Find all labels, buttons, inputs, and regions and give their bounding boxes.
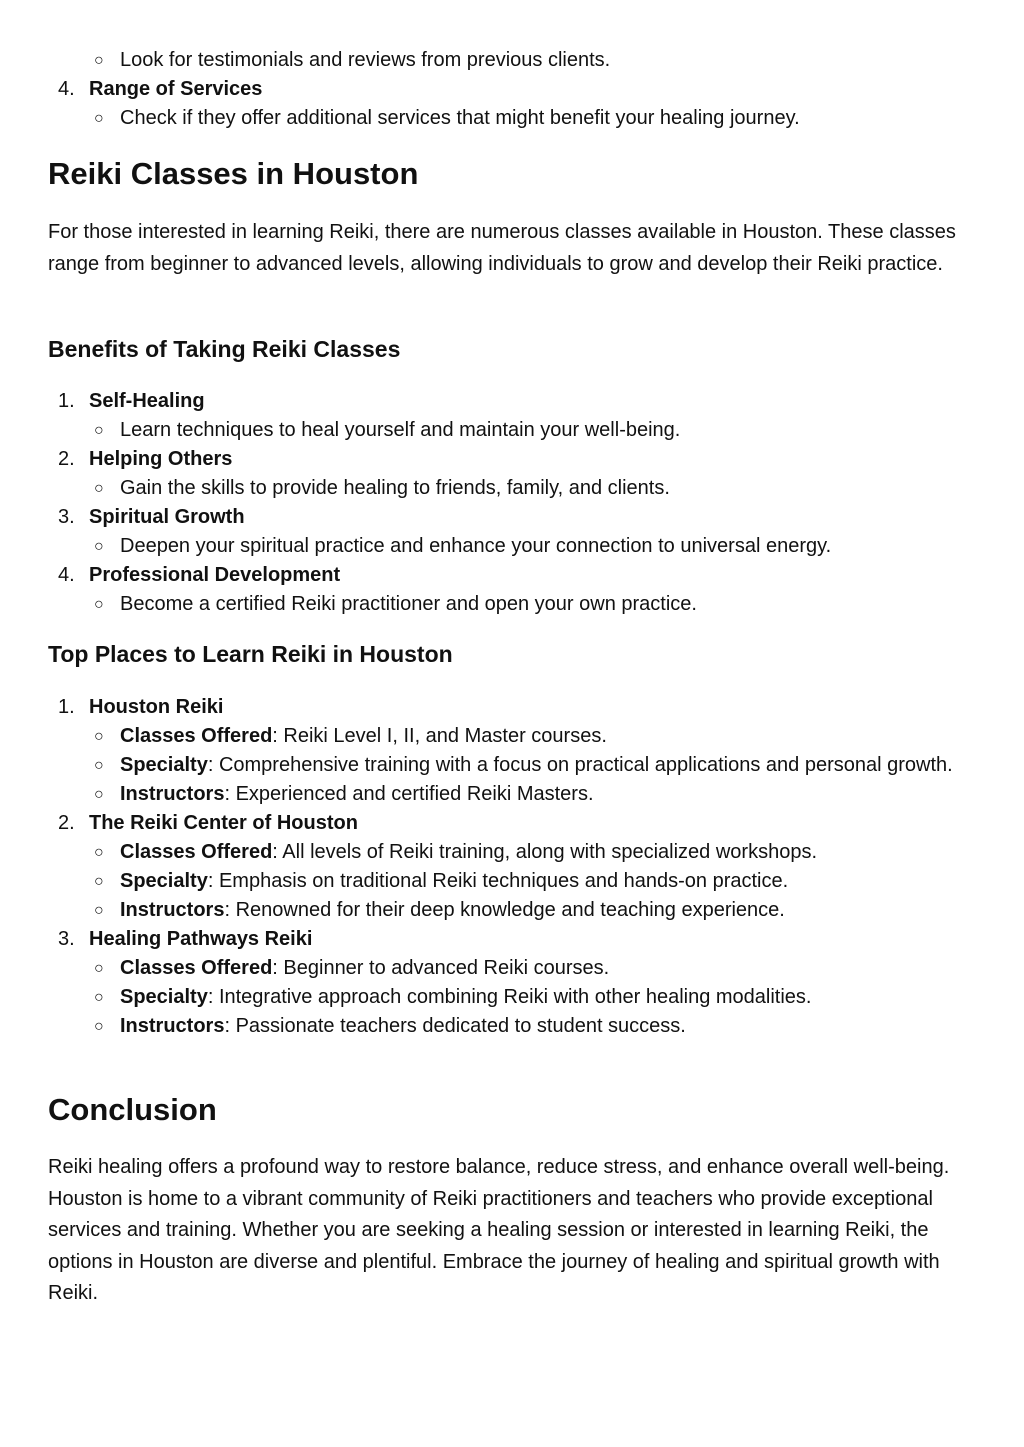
places-list xyxy=(48,693,976,1041)
detail-label: Instructors xyxy=(120,783,225,805)
detail-label: Specialty xyxy=(120,870,208,892)
detail-text: : Experienced and certified Reiki Masters. xyxy=(224,783,594,805)
list-item-title: Self-Healing xyxy=(89,390,205,412)
hollow-circle-bullet-icon: ○ xyxy=(94,538,104,555)
place-detail xyxy=(48,867,976,896)
list-item-number: 3. xyxy=(58,506,75,528)
subsection-heading-benefits: Benefits of Taking Reiki Classes xyxy=(48,336,401,362)
detail-label: Classes Offered xyxy=(120,957,273,979)
detail-text: : Beginner to advanced Reiki courses. xyxy=(272,957,610,979)
detail-label: Instructors xyxy=(120,899,225,921)
detail-label: Classes Offered xyxy=(120,841,273,863)
hollow-circle-bullet-icon: ○ xyxy=(94,52,104,69)
detail-text: : Integrative approach combining Reiki with other healing modalities. xyxy=(207,986,812,1008)
list-subitem-text: Become a certified Reiki practitioner and open your own practice. xyxy=(120,593,697,615)
list-item xyxy=(48,693,976,722)
list-subitem xyxy=(48,416,976,445)
list-item xyxy=(48,445,976,474)
list-item-number: 3. xyxy=(58,928,75,950)
list-item-title: Professional Development xyxy=(89,564,341,586)
hollow-circle-bullet-icon: ○ xyxy=(94,596,104,613)
list-item xyxy=(48,503,976,532)
detail-label: Instructors xyxy=(120,1015,225,1037)
place-name: The Reiki Center of Houston xyxy=(89,812,358,834)
hollow-circle-bullet-icon: ○ xyxy=(94,786,104,803)
place-name: Healing Pathways Reiki xyxy=(89,928,313,950)
list-item-number: 4. xyxy=(58,78,75,100)
place-detail xyxy=(48,751,976,780)
benefits-list xyxy=(48,387,976,619)
list-subitem-text: Look for testimonials and reviews from previous clients. xyxy=(120,49,611,71)
list-item-number: 2. xyxy=(58,812,75,834)
hollow-circle-bullet-icon: ○ xyxy=(94,1018,104,1035)
detail-text: : All levels of Reiki training, along with specialized workshops. xyxy=(272,841,818,863)
place-detail xyxy=(48,954,976,983)
list-item-number: 2. xyxy=(58,448,75,470)
section-heading-conclusion: Conclusion xyxy=(48,1092,217,1127)
hollow-circle-bullet-icon: ○ xyxy=(94,728,104,745)
list-item xyxy=(48,925,976,954)
detail-label: Specialty xyxy=(120,754,208,776)
list-item-title: Spiritual Growth xyxy=(89,506,245,528)
classes-intro-paragraph: For those interested in learning Reiki, there are numerous classes available in Houston. These classes range from beginner to advanced levels, allowing individuals to grow and develop their Reiki practice. xyxy=(48,221,956,275)
list-item xyxy=(48,387,976,416)
detail-label: Classes Offered xyxy=(120,725,273,747)
place-name: Houston Reiki xyxy=(89,696,224,718)
subsection-heading-top-places: Top Places to Learn Reiki in Houston xyxy=(48,641,453,667)
list-subitem xyxy=(48,46,976,75)
hollow-circle-bullet-icon: ○ xyxy=(94,844,104,861)
detail-text: : Passionate teachers dedicated to student success. xyxy=(224,1015,686,1037)
hollow-circle-bullet-icon: ○ xyxy=(94,873,104,890)
list-subitem xyxy=(48,474,976,503)
list-item-number: 1. xyxy=(58,696,75,718)
section-heading-reiki-classes: Reiki Classes in Houston xyxy=(48,156,419,191)
detail-text: : Emphasis on traditional Reiki techniques and hands-on practice. xyxy=(207,870,789,892)
hollow-circle-bullet-icon: ○ xyxy=(94,960,104,977)
list-subitem-text: Check if they offer additional services that might benefit your healing journey. xyxy=(120,107,800,129)
list-item xyxy=(48,561,976,590)
list-subitem xyxy=(48,532,976,561)
list-item-number: 4. xyxy=(58,564,75,586)
conclusion-paragraph: Reiki healing offers a profound way to restore balance, reduce stress, and enhance overall well-being. Houston is home to a vibrant community of Reiki practitioners and teachers who provide exceptional services and training. Whether you are seeking a healing session or interested in learning Reiki, the options in Houston are diverse and plentiful. Embrace the journey of healing and spiritual growth with Reiki. xyxy=(48,1156,950,1304)
list-item xyxy=(48,75,976,104)
list-subitem-text: Deepen your spiritual practice and enhance your connection to universal energy. xyxy=(120,535,832,557)
detail-text: : Renowned for their deep knowledge and teaching experience. xyxy=(224,899,785,921)
list-subitem xyxy=(48,590,976,619)
hollow-circle-bullet-icon: ○ xyxy=(94,757,104,774)
hollow-circle-bullet-icon: ○ xyxy=(94,480,104,497)
list-subitem-text: Learn techniques to heal yourself and maintain your well-being. xyxy=(120,419,681,441)
list-subitem-text: Gain the skills to provide healing to friends, family, and clients. xyxy=(120,477,670,499)
list-subitem xyxy=(48,104,976,133)
list-item-number: 1. xyxy=(58,390,75,412)
place-detail xyxy=(48,780,976,809)
list-item xyxy=(48,809,976,838)
detail-text: : Comprehensive training with a focus on practical applications and personal growth. xyxy=(207,754,953,776)
hollow-circle-bullet-icon: ○ xyxy=(94,902,104,919)
list-item-title: Range of Services xyxy=(89,78,263,100)
hollow-circle-bullet-icon: ○ xyxy=(94,422,104,439)
place-detail xyxy=(48,896,976,925)
place-detail xyxy=(48,722,976,751)
place-detail xyxy=(48,1012,976,1041)
hollow-circle-bullet-icon: ○ xyxy=(94,110,104,127)
detail-label: Specialty xyxy=(120,986,208,1008)
place-detail xyxy=(48,983,976,1012)
place-detail xyxy=(48,838,976,867)
hollow-circle-bullet-icon: ○ xyxy=(94,989,104,1006)
list-item-title: Helping Others xyxy=(89,448,233,470)
detail-text: : Reiki Level I, II, and Master courses. xyxy=(272,725,607,747)
previous-list-continuation xyxy=(48,46,976,133)
